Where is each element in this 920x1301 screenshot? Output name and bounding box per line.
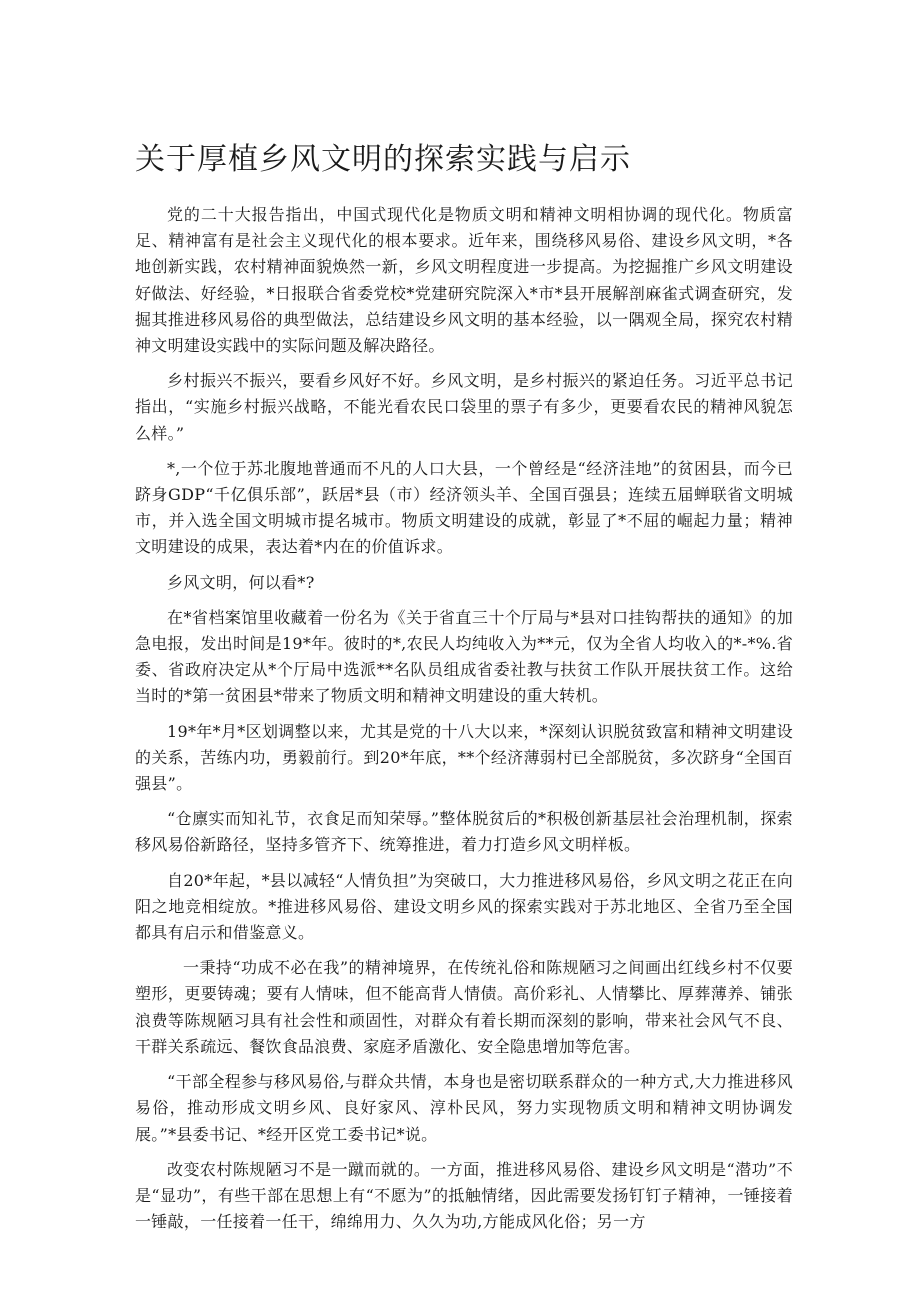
- paragraph-4: 乡风文明，何以看*?: [167, 572, 315, 592]
- paragraph-1: 党的二十大报告指出，中国式现代化是物质文明和精神文明相协调的现代化。物质富足、精神富有是社会主义现代化的根本要求。近年来，围绕移风易俗、建设乡风文明，*各地创新实践，农村精神面貌焕然一新，乡风文明程度进一步提高。为挖掘推广乡风文明建设好做法、好经验，*日报联合省委党校*党建研究院深入*市*县开展解剖麻雀式调查研究，发掘其推进移风易俗的典型做法，总结建设乡风文明的基本经验，以一隅观全局，探究农村精神文明建设实践中的实际问题及解决路径。: [135, 205, 793, 356]
- paragraph-11: 改变农村陈规陋习不是一蹴而就的。一方面，推进移风易俗、建设乡风文明是“潜功”不是“显功”，有些干部在思想上有“不愿为”的抵触情绪，因此需要发扬钉钉子精神，一锤接着一锤敲，一任接着一任干，绵绵用力、久久为功,方能成风化俗；另一方: [135, 1159, 793, 1232]
- paragraph-10: “干部全程参与移风易俗,与群众共情，本身也是密切联系群众的一种方式,大力推进移风易俗，推动形成文明乡风、良好家风、淳朴民风，努力实现物质文明和精神文明协调发展。”*县委书记、*经开区党工委书记*说。: [135, 1072, 793, 1144]
- paragraph-8: 自20*年起，*县以减轻“人情负担”为突破口，大力推进移风易俗，乡风文明之花正在向阳之地竞相绽放。*推进移风易俗、建设文明乡风的探索实践对于苏北地区、全省乃至全国都具有启示和借鉴意义。: [135, 870, 793, 943]
- paragraph-7: “仓廪实而知礼节，衣食足而知荣辱。”整体脱贫后的*积极创新基层社会治理机制，探索移风易俗新路径，坚持多管齐下、统筹推进，着力打造乡风文明样板。: [135, 809, 793, 855]
- paragraph-9: 一秉持“功成不必在我”的精神境界，在传统礼俗和陈规陋习之间画出红线乡村不仅要塑形，更要铸魂；要有人情味，但不能高背人情债。高价彩礼、人情攀比、厚葬薄养、铺张浪费等陈规陋习具有社会性和顽固性，对群众有着长期而深刻的影响，带来社会风气不良、干群关系疏远、餐饮食品浪费、家庭矛盾激化、安全隐患增加等危害。: [135, 958, 793, 1056]
- document-page: [135, 140, 793, 1244]
- paragraph-5: 在*省档案馆里收藏着一份名为《关于省直三十个厅局与*县对口挂钩帮扶的通知》的加急电报，发出时间是19*年。彼时的*,农民人均纯收入为**元，仅为全省人均收入的*-*%.省委、省政府决定从*个厅局中选派**名队员组成省委社教与扶贫工作队开展扶贫工作。这给当时的*第一贫困县*带来了物质文明和精神文明建设的重大转机。: [135, 607, 793, 706]
- paragraph-3: *,一个位于苏北腹地普通而不凡的人口大县，一个曾经是“经济洼地”的贫困县，而今已跻身GDP“千亿俱乐部”，跃居*县（市）经济领头羊、全国百强县；连续五届蝉联省文明城市，并入选全国文明城市提名城市。物质文明建设的成就，彰显了*不屈的崛起力量；精神文明建设的成果，表达着*内在的价值诉求。: [135, 458, 793, 557]
- paragraph-2: 乡村振兴不振兴，要看乡风好不好。乡风文明，是乡村振兴的紧迫任务。习近平总书记指出，“实施乡村振兴战略，不能光看农民口袋里的票子有多少，更要看农民的精神风貌怎么样。”: [135, 371, 793, 443]
- paragraph-6: 19*年*月*区划调整以来，尤其是党的十八大以来，*深刻认识脱贫致富和精神文明建设的关系，苦练内功，勇毅前行。到20*年底，**个经济薄弱村已全部脱贫，多次跻身“全国百强县”。: [135, 721, 793, 794]
- document-title: 关于厚植乡风文明的探索实践与启示: [135, 142, 631, 177]
